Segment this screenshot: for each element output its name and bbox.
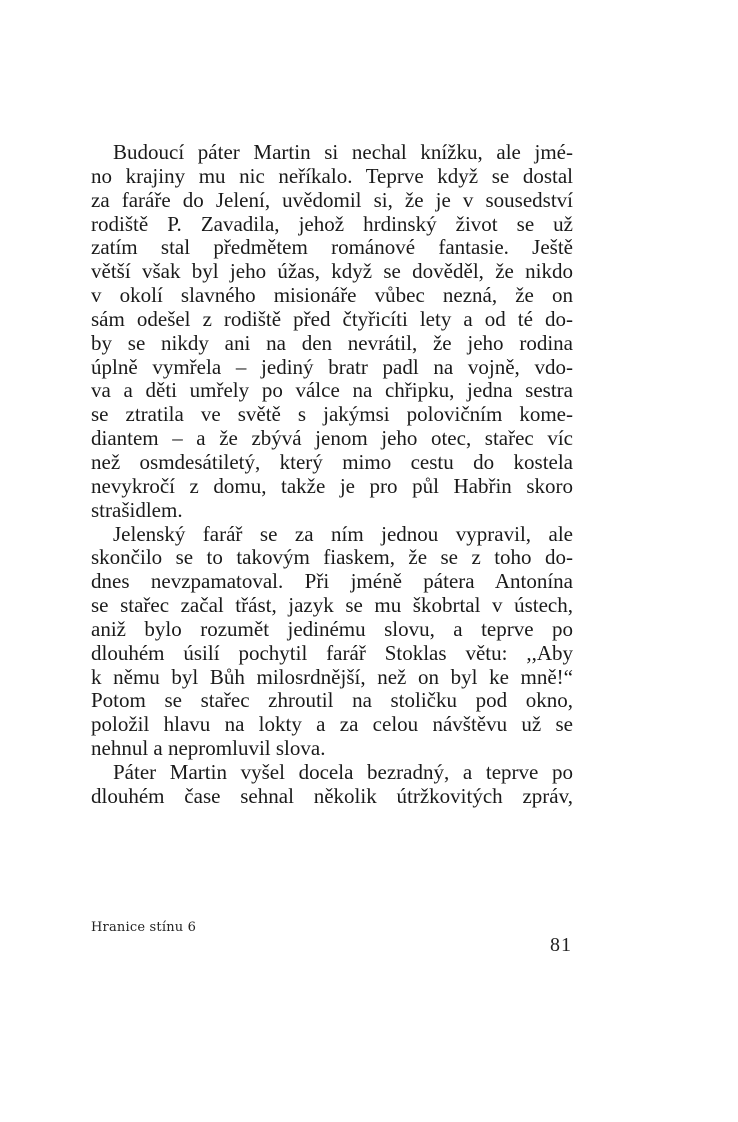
text-line: aniž bylo rozumět jedinému slovu, a teprve po xyxy=(91,616,573,641)
text-line: Páter Martin vyšel docela bezradný, a teprve po xyxy=(113,759,573,784)
text-line: k němu byl Bůh milosrdnější, než on byl ke mně!“ xyxy=(91,664,573,689)
text-line: va a děti umřely po válce na chřipku, jedna sestra xyxy=(91,378,573,403)
text-line: se ztratila ve světě s jakýmsi polovičním kome- xyxy=(91,402,573,427)
text-line: dlouhém úsilí pochytil farář Stoklas větu: ,,Aby xyxy=(91,640,573,665)
text-line: by se nikdy ani na den nevrátil, že jeho rodina xyxy=(91,330,573,355)
text-line: diantem – a že zbývá jenom jeho otec, stařec víc xyxy=(91,426,573,451)
text-line: položil hlavu na lokty a za celou návštěvu už se xyxy=(91,712,573,737)
text-line: Budoucí páter Martin si nechal knížku, ale jmé- xyxy=(113,140,573,164)
text-line: nevykročí z domu, takže je pro půl Habřin skoro xyxy=(91,473,573,498)
text-line: strašidlem. xyxy=(91,497,183,522)
text-line: sám odešel z rodiště před čtyřicíti lety a od té do- xyxy=(91,306,573,331)
text-line: než osmdesátiletý, který mimo cestu do kostela xyxy=(91,449,573,474)
text-line: větší však byl jeho úžas, když se dověděl, že nikdo xyxy=(91,259,573,284)
text-line: za faráře do Jelení, uvědomil si, že je v sousedství xyxy=(91,187,573,212)
text-line: dlouhém čase sehnal několik útržkovitých zpráv, xyxy=(91,783,573,808)
text-line: Potom se stařec zhroutil na stoličku pod okno, xyxy=(91,688,573,713)
page-number: 81 xyxy=(550,934,572,956)
text-line: v okolí slavného misionáře vůbec nezná, že on xyxy=(91,283,573,308)
text-line: no krajiny mu nic neříkalo. Teprve když se dostal xyxy=(91,163,573,188)
footer-signature: Hranice stínu 6 xyxy=(91,920,197,935)
text-line: úplně vymřela – jediný bratr padl na vojně, vdo- xyxy=(91,354,573,379)
text-line: skončilo se to takovým fiaskem, že se z toho do- xyxy=(91,545,573,570)
body-text xyxy=(91,141,573,809)
text-line: se stařec začal třást, jazyk se mu škobrtal v ústech, xyxy=(91,593,573,618)
text-line: dnes nevzpamatoval. Při jméně pátera Antonína xyxy=(91,569,573,594)
text-line: nehnul a nepromluvil slova. xyxy=(91,736,326,761)
text-line: Jelenský farář se za ním jednou vypravil, ale xyxy=(113,521,573,546)
text-line: zatím stal předmětem románové fantasie. Ještě xyxy=(91,235,573,260)
text-line: rodiště P. Zavadila, jehož hrdinský život se už xyxy=(91,211,573,236)
